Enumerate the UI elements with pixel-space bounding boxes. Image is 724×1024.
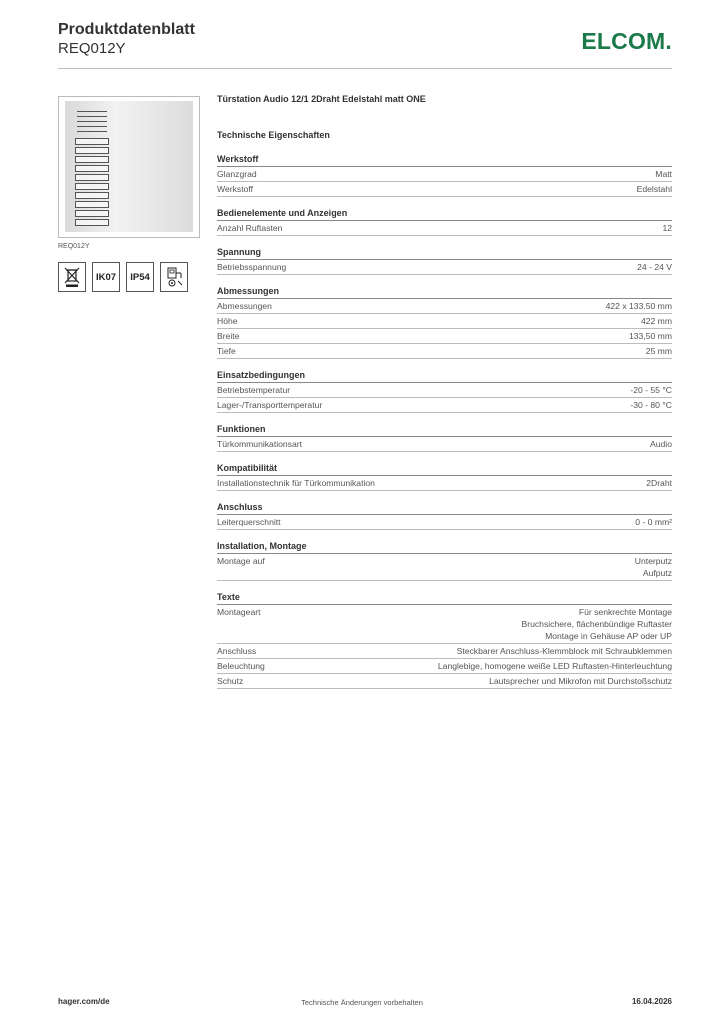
elcom-logo: ELCOM. — [581, 28, 672, 54]
spec-label: Glanzgrad — [217, 169, 257, 179]
weee-crossed-bin-icon — [58, 262, 86, 292]
section-heading: Kompatibilität — [217, 462, 672, 476]
spec-label: Leiterquerschnitt — [217, 517, 281, 527]
spec-row — [217, 221, 672, 236]
door-station-panel — [65, 101, 193, 232]
spec-value: -30 - 80 °C — [630, 400, 672, 410]
document-title: Produktdatenblatt — [58, 21, 195, 38]
section-heading: Installation, Montage — [217, 540, 672, 554]
section-heading: Einsatzbedingungen — [217, 369, 672, 383]
certification-badges — [58, 262, 188, 292]
ip54-badge: IP54 — [126, 262, 154, 292]
specification-content — [217, 94, 672, 689]
spec-label: Betriebsspannung — [217, 262, 287, 272]
spec-value: Audio — [650, 439, 672, 449]
spec-row — [217, 674, 672, 689]
spec-value: 0 - 0 mm² — [635, 517, 672, 527]
spec-row — [217, 299, 672, 314]
installation-schematic-icon — [160, 262, 188, 292]
spec-row — [217, 344, 672, 359]
spec-value: Steckbarer Anschluss-Klemmblock mit Schraubklemmen — [456, 646, 672, 656]
product-name: Türstation Audio 12/1 2Draht Edelstahl matt ONE — [217, 94, 426, 104]
spec-value: -20 - 55 °C — [630, 385, 672, 395]
section-heading: Funktionen — [217, 423, 672, 437]
technical-properties-heading: Technische Eigenschaften — [217, 130, 330, 140]
spec-row — [217, 605, 672, 644]
spec-row — [217, 398, 672, 413]
spec-label: Lager-/Transporttemperatur — [217, 400, 323, 410]
spec-value: Edelstahl — [636, 184, 672, 194]
footer-date: 16.04.2026 — [631, 997, 672, 1006]
spec-label: Installationstechnik für Türkommunikation — [217, 478, 375, 488]
spec-value: 25 mm — [645, 346, 672, 356]
spec-value: 133,50 mm — [629, 331, 672, 341]
spec-row — [217, 476, 672, 491]
section-heading: Bedienelemente und Anzeigen — [217, 207, 672, 221]
spec-row — [217, 314, 672, 329]
spec-value: Lautsprecher und Mikrofon mit Durchstoßschutz — [489, 676, 672, 686]
spec-label: Betriebstemperatur — [217, 385, 291, 395]
spec-value: 2Draht — [646, 478, 672, 488]
spec-label: Beleuchtung — [217, 661, 265, 671]
footer-disclaimer: Technische Änderungen vorbehalten — [301, 998, 423, 1007]
spec-row — [217, 182, 672, 197]
header-divider — [58, 68, 672, 69]
section-heading: Anschluss — [217, 501, 672, 515]
spec-label: Montageart — [217, 607, 261, 617]
spec-sections — [217, 153, 672, 689]
spec-row — [217, 515, 672, 530]
product-code: REQ012Y — [58, 40, 126, 57]
spec-row — [217, 260, 672, 275]
section-heading: Abmessungen — [217, 285, 672, 299]
spec-label: Werkstoff — [217, 184, 253, 194]
spec-row — [217, 383, 672, 398]
spec-value: 24 - 24 V — [637, 262, 672, 272]
spec-label: Anzahl Ruftasten — [217, 223, 283, 233]
spec-row — [217, 167, 672, 182]
section-heading: Werkstoff — [217, 153, 672, 167]
spec-label: Schutz — [217, 676, 244, 686]
spec-label: Breite — [217, 331, 240, 341]
spec-row — [217, 644, 672, 659]
image-caption: REQ012Y — [58, 243, 90, 250]
spec-row — [217, 554, 672, 581]
spec-value: Matt — [655, 169, 672, 179]
spec-row — [217, 437, 672, 452]
spec-value: Langlebige, homogene weiße LED Ruftasten-Hinterleuchtung — [437, 661, 672, 671]
spec-value: 422 x 133.50 mm — [605, 301, 672, 311]
ik07-badge: IK07 — [92, 262, 120, 292]
section-heading: Spannung — [217, 246, 672, 260]
footer-website: hager.com/de — [58, 997, 110, 1006]
spec-label: Tiefe — [217, 346, 236, 356]
spec-label: Höhe — [217, 316, 238, 326]
spec-value: 422 mm — [640, 316, 672, 326]
spec-row — [217, 659, 672, 674]
spec-value: Unterputz Aufputz — [634, 556, 672, 578]
spec-label: Montage auf — [217, 556, 265, 566]
spec-label: Türkommunikationsart — [217, 439, 303, 449]
section-heading: Texte — [217, 591, 672, 605]
product-image — [58, 96, 200, 238]
spec-label: Anschluss — [217, 646, 257, 656]
spec-row — [217, 329, 672, 344]
spec-value: 12 — [662, 223, 672, 233]
spec-label: Abmessungen — [217, 301, 272, 311]
spec-value: Für senkrechte Montage Bruchsichere, flächenbündige Ruftaster Montage in Gehäuse AP oder UP — [521, 607, 672, 641]
